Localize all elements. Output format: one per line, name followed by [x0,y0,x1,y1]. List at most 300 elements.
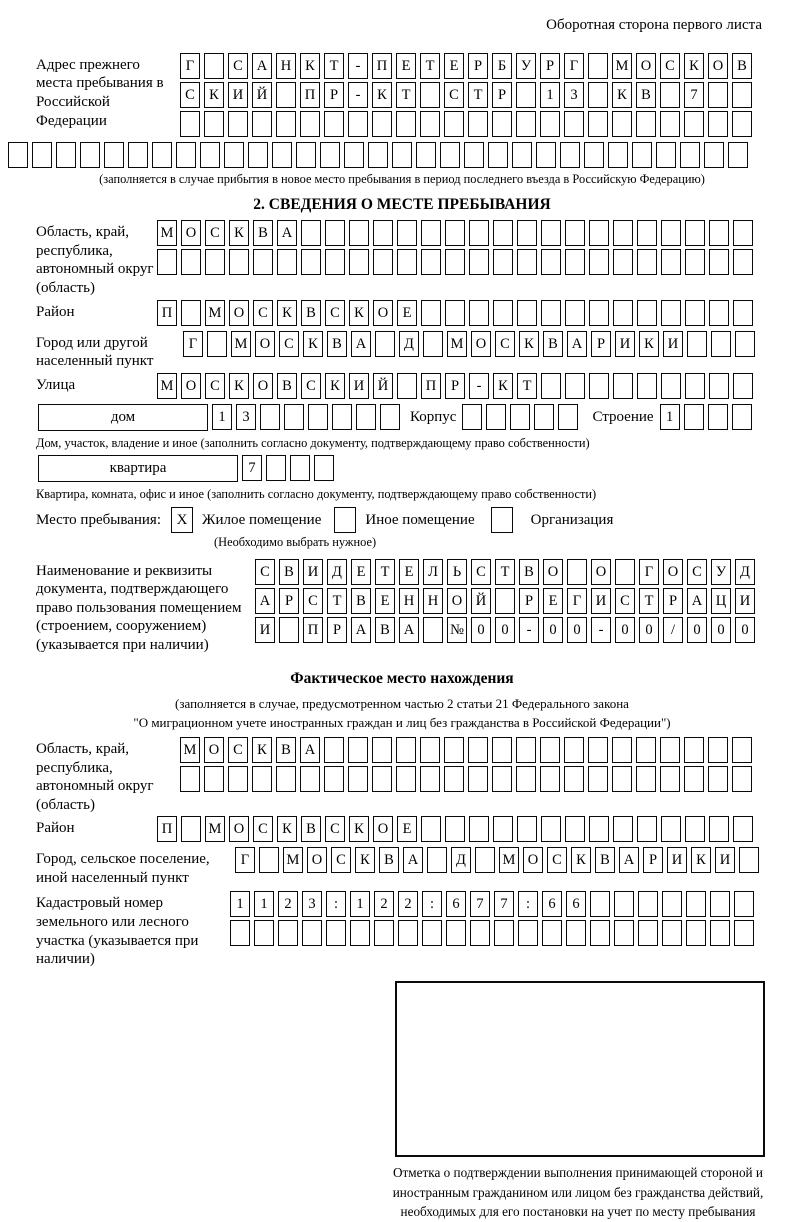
char-box [253,249,273,275]
char-box: Е [396,53,416,79]
char-box: Д [399,331,419,357]
char-box: К [277,300,297,326]
field-cadastral [36,891,768,968]
char-box: К [355,847,375,873]
char-box: 3 [236,404,256,430]
char-box [534,404,554,430]
char-box: М [283,847,303,873]
char-box: 0 [495,617,515,643]
char-box: Г [639,559,659,585]
char-box: О [543,559,563,585]
char-box [332,404,352,430]
char-box [302,920,322,946]
char-box [732,82,752,108]
char-box [684,404,704,430]
char-box [325,220,345,246]
char-box [469,249,489,275]
char-box: 3 [302,891,322,917]
char-box: К [691,847,711,873]
char-box [708,737,728,763]
house-caption: Дом, участок, владение и иное (заполнить согласно документу, подтверждающему право собственности) [36,435,590,450]
char-box [396,766,416,792]
char-box: Л [423,559,443,585]
char-box [686,920,706,946]
char-box: Г [564,53,584,79]
field-house [36,404,768,431]
actual-location-caption-1: (заполняется в случае, предусмотренном частью 2 статьи 21 Федерального закона [175,695,629,711]
char-box [733,300,753,326]
stay-place-note: (Необходимо выбрать нужное) [214,535,377,550]
char-box: 0 [543,617,563,643]
char-box: Н [423,588,443,614]
char-box: А [351,331,371,357]
char-box: С [331,847,351,873]
char-box-row [180,766,752,792]
char-box [468,737,488,763]
char-box [613,220,633,246]
char-box [541,300,561,326]
char-box [204,111,224,137]
char-box [427,847,447,873]
stamp-area [36,981,768,1222]
char-box [709,816,729,842]
char-box [229,249,249,275]
char-box [732,737,752,763]
char-box: 7 [242,455,262,481]
char-box [613,249,633,275]
char-box [588,737,608,763]
char-box: О [636,53,656,79]
char-box: Е [399,559,419,585]
char-box: : [422,891,442,917]
char-box: К [277,816,297,842]
char-box [445,249,465,275]
char-box [588,82,608,108]
char-box [486,404,506,430]
char-box [661,816,681,842]
char-box: Р [643,847,663,873]
char-box [662,920,682,946]
char-box: Е [543,588,563,614]
char-box: К [303,331,323,357]
char-box: А [255,588,275,614]
char-box-row [157,816,753,842]
char-box [612,737,632,763]
char-box [589,373,609,399]
char-box [259,847,279,873]
char-box [445,220,465,246]
char-box: С [228,737,248,763]
char-box [732,404,752,430]
char-box [420,111,440,137]
char-box: В [636,82,656,108]
char-box [324,111,344,137]
char-box: 1 [540,82,560,108]
char-box [423,331,443,357]
char-box: 0 [615,617,635,643]
char-box: М [447,331,467,357]
char-box [590,891,610,917]
char-box: Т [468,82,488,108]
char-box: Т [396,82,416,108]
char-box [56,142,76,168]
char-box [420,82,440,108]
char-box: О [307,847,327,873]
char-box [613,373,633,399]
char-box: 1 [254,891,274,917]
char-box [396,737,416,763]
char-box: К [229,373,249,399]
char-box [589,249,609,275]
char-box: П [300,82,320,108]
char-box: О [204,737,224,763]
char-box [637,373,657,399]
char-box [565,220,585,246]
char-box [637,300,657,326]
region-label: Область, край, республика, автономный округ (область) [36,224,154,297]
char-box: Р [324,82,344,108]
char-box [541,816,561,842]
char-box: 0 [735,617,755,643]
char-box: Р [663,588,683,614]
char-box [349,249,369,275]
char-box: С [205,373,225,399]
char-box: Р [540,53,560,79]
char-box: М [612,53,632,79]
char-box [470,920,490,946]
char-box: М [157,373,177,399]
char-box [704,142,724,168]
char-box: В [732,53,752,79]
char-box-row [180,111,752,137]
char-box: Ь [447,559,467,585]
char-box [637,220,657,246]
char-box: Б [492,53,512,79]
char-box [632,142,652,168]
char-box: С [660,53,680,79]
char-box [516,737,536,763]
char-box: В [519,559,539,585]
char-box: М [157,220,177,246]
char-box: : [518,891,538,917]
char-box [708,766,728,792]
char-box [272,142,292,168]
char-box: Т [420,53,440,79]
char-box [512,142,532,168]
char-box: Е [397,300,417,326]
char-box: С [253,300,273,326]
char-box-row [180,737,752,763]
city-label: Город или другой населенный пункт [36,334,154,370]
char-box [397,373,417,399]
char-box: Е [444,53,464,79]
char-box [739,847,759,873]
city-actual-label: Город, сельское поселение, иной населенный пункт [36,851,210,886]
checkbox-other-premises [334,507,356,533]
char-box [325,249,345,275]
char-box [733,373,753,399]
char-box: С [228,53,248,79]
char-box: К [349,816,369,842]
char-box [104,142,124,168]
char-box [493,249,513,275]
char-box [440,142,460,168]
char-box: 1 [212,404,232,430]
char-box: А [619,847,639,873]
char-box: Р [519,588,539,614]
char-box: Г [180,53,200,79]
char-box-row [230,891,754,917]
char-box: Н [399,588,419,614]
char-box [324,766,344,792]
char-box: В [276,737,296,763]
char-box [32,142,52,168]
char-box [157,249,177,275]
char-box: 0 [639,617,659,643]
char-box [420,737,440,763]
char-box [284,404,304,430]
char-box: Е [351,559,371,585]
char-box [230,920,250,946]
char-box [468,111,488,137]
actual-location-title: Фактическое место нахождения [290,669,514,687]
char-box [566,920,586,946]
char-box [613,816,633,842]
char-box: К [684,53,704,79]
checkbox-other-premises-label: Иное помещение [365,511,475,528]
char-box [445,816,465,842]
page-side-note: Оборотная сторона первого листа [546,17,762,33]
char-box-row [157,300,753,326]
char-box: Р [492,82,512,108]
char-box [224,142,244,168]
char-box [421,249,441,275]
char-box [444,111,464,137]
char-box [661,249,681,275]
char-box [517,220,537,246]
char-box [564,111,584,137]
char-box-row [180,82,752,108]
char-box [468,766,488,792]
char-box [488,142,508,168]
char-box [684,111,704,137]
char-box: К [325,373,345,399]
char-box: Т [517,373,537,399]
char-box: В [595,847,615,873]
char-box [228,766,248,792]
checkbox-residential: X [171,507,193,533]
char-box: 3 [564,82,584,108]
char-box [685,373,705,399]
district-label: Район [36,303,75,320]
char-box [301,249,321,275]
char-box [660,111,680,137]
char-box [612,766,632,792]
char-box [734,920,754,946]
document-label: Наименование и реквизиты документа, подтверждающего право пользования помещением (строением, сооружением) (указывается при наличии) [36,562,242,653]
char-box [368,142,388,168]
char-box: К [300,53,320,79]
char-box [204,53,224,79]
char-box [638,920,658,946]
char-box [260,404,280,430]
char-box: 7 [494,891,514,917]
char-box [540,766,560,792]
char-box: 1 [230,891,250,917]
char-box [422,920,442,946]
district-actual-label: Район [36,820,75,837]
char-box [444,737,464,763]
char-box-row [212,404,400,430]
char-box: К [519,331,539,357]
char-box: П [157,816,177,842]
previous-address-caption: (заполняется в случае прибытия в новое место пребывания в период последнего въезда в Российскую Федерацию) [99,171,705,186]
char-box: Ц [711,588,731,614]
char-box [252,111,272,137]
char-box: 1 [350,891,370,917]
char-box: В [543,331,563,357]
char-box [558,404,578,430]
char-box-row-overflow [8,142,768,168]
char-box [584,142,604,168]
char-box: П [421,373,441,399]
char-box: С [687,559,707,585]
char-box [687,331,707,357]
char-box [348,766,368,792]
char-box: И [715,847,735,873]
char-box [469,816,489,842]
char-box [205,249,225,275]
char-box [445,300,465,326]
char-box [398,920,418,946]
char-box [680,142,700,168]
char-box: К [571,847,591,873]
char-box: - [348,53,368,79]
char-box [373,220,393,246]
previous-address-label: Адрес прежнего места пребывания в Российской Федерации [36,56,164,129]
char-box: В [277,373,297,399]
char-box [181,300,201,326]
char-box [493,220,513,246]
char-box: - [469,373,489,399]
char-box: И [667,847,687,873]
stamp-caption: Отметка о подтверждении выполнения принимающей стороной и иностранным гражданином или лицом без гражданства действий, необходимых для его постановки на учет по месту пребывания [392,1164,764,1220]
char-box [735,331,755,357]
char-box: Д [735,559,755,585]
char-box [614,891,634,917]
street-label: Улица [36,376,76,393]
char-box [373,249,393,275]
char-box [423,617,443,643]
char-box [588,766,608,792]
char-box [180,111,200,137]
char-box-row [157,220,753,246]
char-box [494,920,514,946]
char-box [8,142,28,168]
char-box: Р [279,588,299,614]
char-box [709,220,729,246]
char-box: П [372,53,392,79]
char-box: 0 [687,617,707,643]
char-box: Т [324,53,344,79]
char-box: К [493,373,513,399]
char-box [710,920,730,946]
char-box: П [303,617,323,643]
char-box: А [300,737,320,763]
char-box [733,249,753,275]
char-box: 6 [566,891,586,917]
char-box-row [255,588,755,614]
char-box: О [708,53,728,79]
char-box [469,300,489,326]
char-box: А [399,617,419,643]
char-box: Т [375,559,395,585]
char-box [636,766,656,792]
char-box: - [519,617,539,643]
char-box: В [379,847,399,873]
char-box: О [663,559,683,585]
char-box: А [252,53,272,79]
char-box [728,142,748,168]
char-box [615,559,635,585]
char-box: - [348,82,368,108]
char-box [588,111,608,137]
char-box: : [326,891,346,917]
char-box [181,816,201,842]
char-box [492,766,512,792]
char-box [709,373,729,399]
char-box [277,249,297,275]
char-box-row [157,249,753,275]
char-box [517,300,537,326]
field-district-actual [36,816,768,845]
char-box [518,920,538,946]
char-box [608,142,628,168]
apartment-caption: Квартира, комната, офис и иное (заполнить согласно документу, подтверждающему право собственности) [36,486,597,501]
char-box: О [181,373,201,399]
stay-place-type-row [36,507,768,533]
char-box: С [303,588,323,614]
apartment-type-box: квартира [38,455,238,482]
char-box: А [687,588,707,614]
char-box [565,373,585,399]
char-box [565,300,585,326]
char-box: К [229,220,249,246]
char-box-row [255,559,755,585]
char-box [560,142,580,168]
char-box [301,220,321,246]
char-box [181,249,201,275]
field-street [36,373,768,402]
char-box [708,404,728,430]
char-box: С [253,816,273,842]
char-box: 2 [398,891,418,917]
char-box [228,111,248,137]
char-box [540,737,560,763]
char-box: О [591,559,611,585]
char-box [685,249,705,275]
char-box: К [204,82,224,108]
char-box [349,220,369,246]
stamp-box [395,981,765,1157]
char-box: В [301,816,321,842]
char-box: Д [451,847,471,873]
char-box [493,816,513,842]
char-box: К [639,331,659,357]
char-box [372,737,392,763]
char-box: И [663,331,683,357]
char-box-row [462,404,578,430]
